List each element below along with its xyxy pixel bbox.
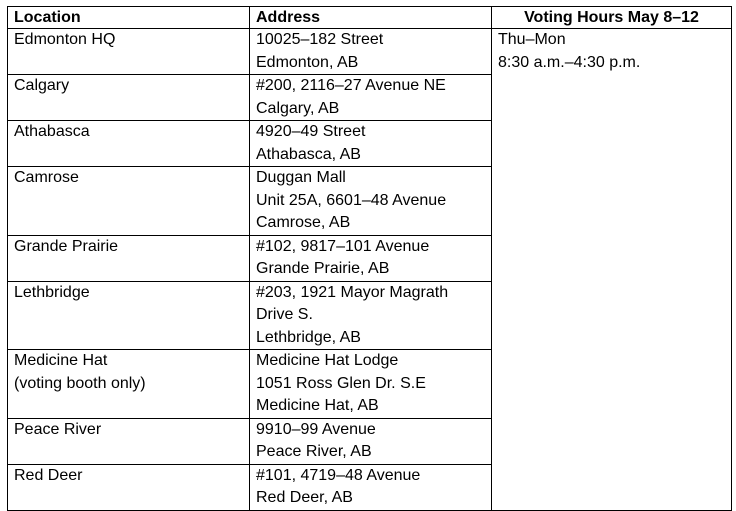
address-cell — [250, 167, 492, 236]
address-line: Unit 25A, 6601–48 Avenue — [256, 191, 447, 209]
location-column-header: Location — [8, 7, 250, 29]
address-cell — [250, 121, 492, 167]
address-line: Medicine Hat, AB — [256, 397, 379, 414]
address-line: Camrose, AB — [256, 214, 351, 231]
voting-time: 8:30 a.m.–4:30 p.m. — [498, 53, 641, 71]
address-line: #101, 4719–48 Avenue — [256, 466, 421, 484]
address-line: Grande Prairie, AB — [256, 260, 390, 277]
address-line: Edmonton, AB — [256, 53, 359, 71]
address-line: 1051 Ross Glen Dr. S.E — [256, 374, 426, 392]
location-cell — [8, 121, 250, 167]
location-cell — [8, 235, 250, 281]
location-cell — [8, 29, 250, 75]
location-cell — [8, 75, 250, 121]
voting-hours-cell — [492, 29, 732, 511]
voting-locations-table — [7, 6, 732, 511]
address-line: Peace River, AB — [256, 443, 372, 460]
address-line: #203, 1921 Mayor Magrath — [256, 283, 449, 301]
location-name: Lethbridge — [14, 283, 90, 301]
address-line: Red Deer, AB — [256, 489, 353, 506]
voting-days: Thu–Mon — [498, 31, 566, 48]
address-column-header: Address — [250, 7, 492, 29]
voting-hours-column-header: Voting Hours May 8–12 — [492, 7, 732, 29]
location-name: Camrose — [14, 169, 79, 186]
table-row — [8, 29, 732, 75]
address-cell — [250, 350, 492, 419]
address-line: 4920–49 Street — [256, 123, 366, 140]
location-name: Red Deer — [14, 466, 83, 484]
location-name: Edmonton HQ — [14, 31, 116, 48]
address-cell — [250, 464, 492, 510]
address-line: #102, 9817–101 Avenue — [256, 237, 430, 255]
location-name: Grande Prairie — [14, 237, 119, 255]
location-name: Peace River — [14, 420, 102, 438]
table-header-row — [8, 7, 732, 29]
location-cell — [8, 350, 250, 419]
address-line: 9910–99 Avenue — [256, 420, 376, 438]
location-name: Athabasca — [14, 123, 90, 140]
location-name: Medicine Hat — [14, 352, 108, 369]
location-cell — [8, 167, 250, 236]
address-line: Athabasca, AB — [256, 145, 361, 163]
address-cell — [250, 75, 492, 121]
address-cell — [250, 281, 492, 350]
address-cell — [250, 29, 492, 75]
address-line: Lethbridge, AB — [256, 328, 361, 346]
location-cell — [8, 418, 250, 464]
address-line: Drive S. — [256, 306, 313, 323]
location-name: Calgary — [14, 77, 70, 94]
location-note: (voting booth only) — [14, 374, 146, 392]
location-cell — [8, 464, 250, 510]
address-line: #200, 2116–27 Avenue NE — [256, 77, 446, 94]
location-cell — [8, 281, 250, 350]
address-line: 10025–182 Street — [256, 31, 384, 48]
address-line: Calgary, AB — [256, 99, 340, 117]
address-cell — [250, 235, 492, 281]
address-line: Medicine Hat Lodge — [256, 352, 399, 369]
address-line: Duggan Mall — [256, 169, 346, 186]
address-cell — [250, 418, 492, 464]
